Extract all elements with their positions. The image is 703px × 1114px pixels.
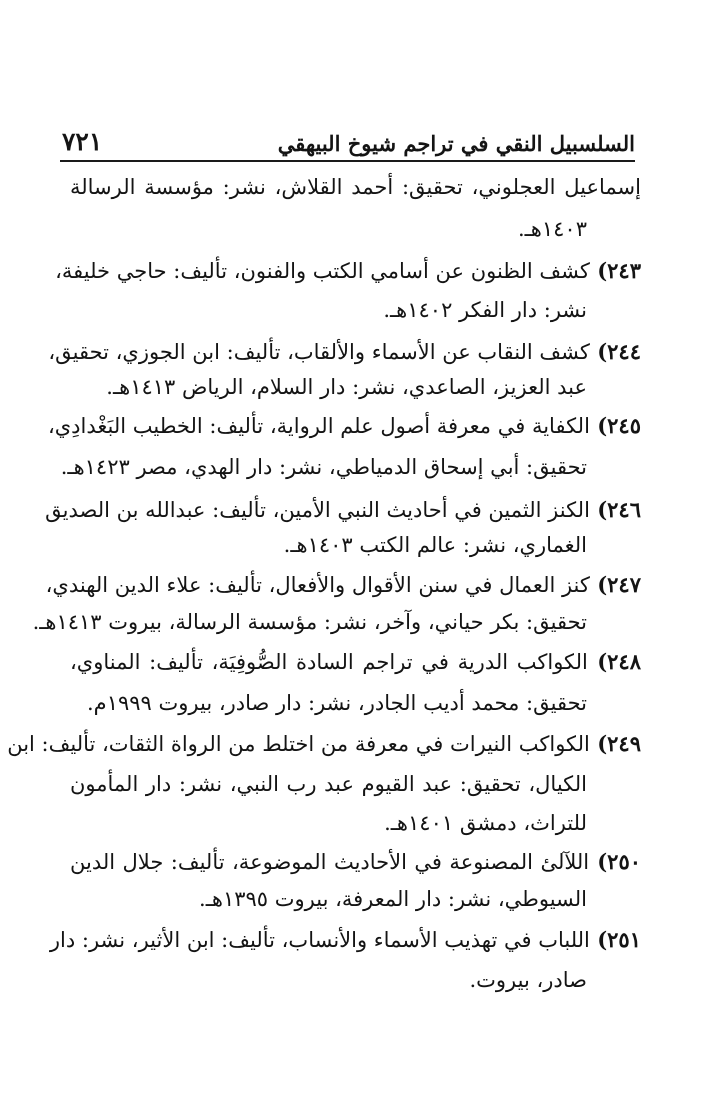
- text-line: [70, 884, 587, 914]
- line-text: ١٤٠٣هـ.: [517, 217, 587, 241]
- text-line: [70, 688, 587, 718]
- line-text: اللآلئ المصنوعة في الأحاديث الموضوعة، تأليف: جلال الدين: [70, 850, 590, 874]
- entry-number: ٢٤٨): [587, 649, 641, 674]
- line-text: للتراث، دمشق ١٤٠١هـ.: [384, 811, 587, 835]
- text-line: [70, 647, 641, 677]
- line-text: تحقيق: أبي إسحاق الدمياطي، نشر: دار الهدي، مصر ١٤٢٣هـ.: [60, 455, 587, 479]
- entry-number: ٢٥١): [589, 927, 641, 952]
- text-line: [45, 495, 641, 525]
- line-text: تحقيق: محمد أديب الجادر، نشر: دار صادر، بيروت ١٩٩٩م.: [87, 691, 587, 715]
- text-line: [70, 769, 587, 799]
- text-line: [55, 256, 641, 286]
- running-header: [60, 112, 635, 162]
- line-text: نشر: دار الفكر ١٤٠٢هـ.: [383, 298, 587, 322]
- line-text: الكيال، تحقيق: عبد القيوم عبد رب النبي، نشر: دار المأمون: [70, 772, 587, 796]
- line-text: الكواكب النيرات في معرفة من اختلط من الرواة الثقات، تأليف: ابن: [7, 732, 590, 756]
- text-line: [70, 372, 587, 402]
- text-line: [47, 411, 641, 441]
- line-text: الكفاية في معرفة أصول علم الرواية، تأليف: الخطيب البَغْدادِي،: [47, 414, 590, 438]
- text-line: [70, 808, 587, 838]
- text-line: [60, 452, 587, 482]
- line-text: عبد العزيز، الصاعدي، نشر: دار السلام، الرياض ١٤١٣هـ.: [106, 375, 587, 399]
- line-text: تحقيق: بكر حياني، وآخر، نشر: مؤسسة الرسالة، بيروت ١٤١٣هـ.: [32, 610, 587, 634]
- line-text: اللباب في تهذيب الأسماء والأنساب، تأليف: ابن الأثير، نشر: دار: [49, 928, 590, 952]
- line-text: الكنز الثمين في أحاديث النبي الأمين، تأليف: عبدالله بن الصديق: [45, 498, 590, 522]
- text-line: [70, 172, 641, 202]
- page-number: ٧٢١: [62, 127, 103, 156]
- entry-number: ٢٤٧): [589, 572, 641, 597]
- entry-number: ٢٤٣): [589, 258, 641, 283]
- entry-number: ٢٤٥): [589, 413, 641, 438]
- entry-number: ٢٤٤): [589, 339, 641, 364]
- line-text: إسماعيل العجلوني، تحقيق: أحمد القلاش، نشر: مؤسسة الرسالة: [70, 175, 641, 199]
- line-text: كشف النقاب عن الأسماء والألقاب، تأليف: ابن الجوزي، تحقيق،: [48, 340, 590, 364]
- line-text: الغماري، نشر: عالم الكتب ١٤٠٣هـ.: [283, 533, 587, 557]
- line-text: صادر، بيروت.: [469, 968, 587, 992]
- text-line: [70, 965, 587, 995]
- text-line: [32, 607, 587, 637]
- entry-number: ٢٤٦): [589, 497, 641, 522]
- text-line: [70, 295, 587, 325]
- line-text: كشف الظنون عن أسامي الكتب والفنون، تأليف: حاجي خليفة،: [55, 259, 590, 283]
- header-title: السلسبيل النقي في تراجم شيوخ البيهقي: [277, 131, 635, 156]
- line-text: كنز العمال في سنن الأقوال والأفعال، تأليف: علاء الدين الهندي،: [45, 573, 590, 597]
- line-text: السيوطي، نشر: دار المعرفة، بيروت ١٣٩٥هـ.: [199, 887, 587, 911]
- entry-number: ٢٤٩): [589, 731, 641, 756]
- text-line: [70, 214, 587, 244]
- text-line: [48, 337, 641, 367]
- text-line: [7, 729, 641, 759]
- text-line: [70, 530, 587, 560]
- entry-number: ٢٥٠): [589, 849, 642, 874]
- text-line: [70, 847, 641, 877]
- text-line: [49, 925, 641, 955]
- text-line: [45, 570, 641, 600]
- line-text: الكواكب الدرية في تراجم السادة الصُّوفِيَة، تأليف: المناوي،: [70, 650, 588, 674]
